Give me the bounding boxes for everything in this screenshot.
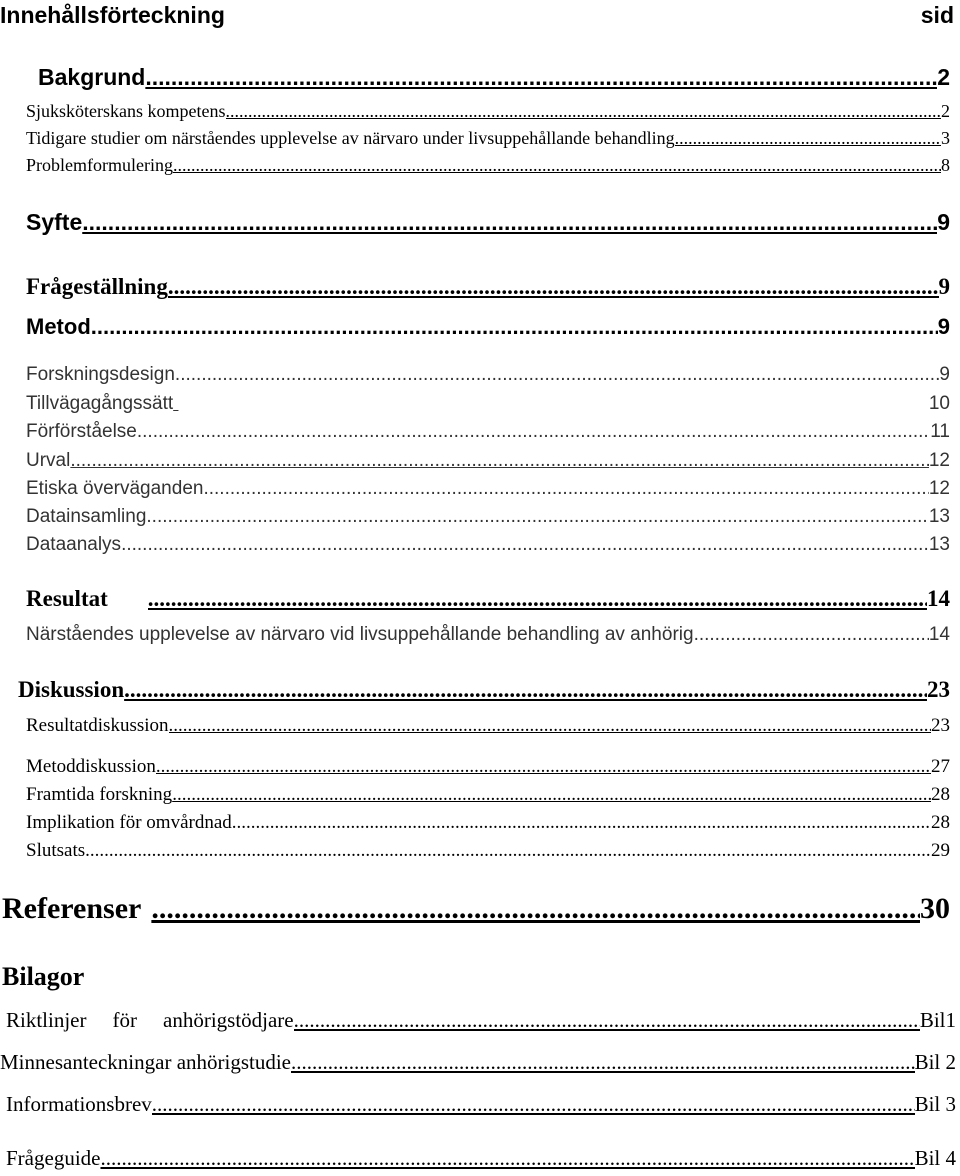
toc-entry-bakgrund[interactable]: Bakgrund ..... 2 [38, 64, 950, 91]
toc-entry-frageguide[interactable]: Frågeguide ..... Bil 4 [6, 1146, 956, 1171]
toc-entry-fragestallning[interactable]: Frågeställning ..... 9 [26, 274, 950, 300]
toc-entry-referenser[interactable]: Referenser ..... 30 [2, 892, 950, 926]
toc-entry-tidigare-studier[interactable]: Tidigare studier om närståendes upplevelse av närvaro under livsuppehållande behandling ..... 3 [26, 128, 950, 149]
toc-entry-urval[interactable]: Urval ..... 12 [26, 450, 950, 472]
toc-entry-syfte[interactable]: Syfte ..... 9 [26, 209, 950, 236]
toc-entry-metoddiskussion[interactable]: Metoddiskussion ..... 27 [26, 756, 950, 778]
page-column-heading: sid [920, 2, 954, 28]
toc-entry-tillvagagangssatt[interactable]: Tillvägagångssätt 10 [26, 393, 950, 414]
toc-entry-metod[interactable]: Metod ..... 9 [26, 314, 950, 340]
toc-entry-forforstaelse[interactable]: Förförståelse ..... 11 [26, 421, 950, 443]
toc-entry-informationsbrev[interactable]: Informationsbrev ..... Bil 3 [6, 1092, 956, 1117]
toc-entry-etiska-overvaganden[interactable]: Etiska överväganden ..... 12 [26, 478, 950, 500]
toc-entry-resultat[interactable]: Resultat ..... 14 [26, 586, 950, 612]
toc-entry-dataanalys[interactable]: Dataanalys ..... 13 [26, 534, 950, 556]
toc-entry-forskningsdesign[interactable]: Forskningsdesign ..... 9 [26, 364, 950, 386]
toc-entry-problemformulering[interactable]: Problemformulering ..... 8 [26, 155, 950, 176]
toc-entry-framtida-forskning[interactable]: Framtida forskning ..... 28 [26, 784, 950, 806]
toc-entry-minnesanteckningar[interactable]: Minnesanteckningar anhörigstudie ..... Bil 2 [0, 1050, 956, 1075]
toc-title: Innehållsförteckning [0, 2, 225, 28]
toc-entry-resultatdiskussion[interactable]: Resultatdiskussion ..... 23 [26, 715, 950, 737]
toc-entry-datainsamling[interactable]: Datainsamling ..... 13 [26, 506, 950, 528]
toc-header [0, 2, 954, 29]
toc-entry-riktlinjer[interactable]: Riktlinjer för anhörigstödjare ..... Bil1 [6, 1008, 956, 1033]
bilagor-heading: Bilagor [2, 962, 85, 991]
toc-entry-implikation-for-omvardnad[interactable]: Implikation för omvårdnad ..... 28 [26, 812, 950, 834]
toc-entry-narstaendes-upplevelse[interactable]: Närståendes upplevelse av närvaro vid livsuppehållande behandling av anhörig ..... 14 [26, 624, 950, 646]
bilagor-heading-row [2, 962, 84, 992]
toc-entry-slutsats[interactable]: Slutsats ..... 29 [26, 840, 950, 862]
toc-entry-sjukskoterskans-kompetens[interactable]: Sjuksköterskans kompetens ..... 2 [26, 101, 950, 122]
toc-entry-diskussion[interactable]: Diskussion ..... 23 [18, 677, 950, 703]
